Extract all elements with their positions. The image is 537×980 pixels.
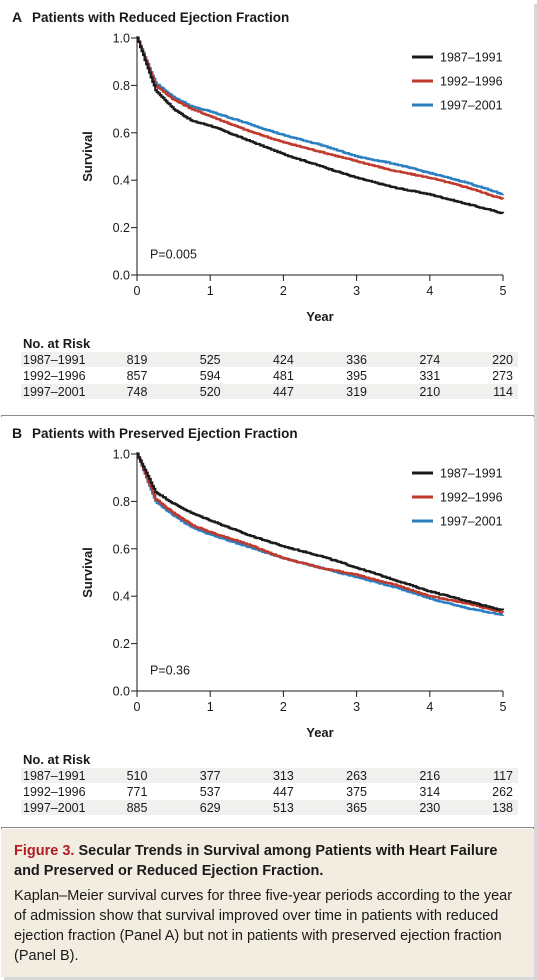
risk-row-stripe [21,384,518,399]
risk-cell: 114 [493,385,513,399]
risk-cell: 629 [199,801,221,815]
x-tick-label: 2 [279,284,287,298]
risk-cell: 313 [272,769,294,783]
panel-title: Patients with Reduced Ejection Fraction [32,10,290,25]
risk-cell: 885 [126,801,148,815]
risk-cell: 594 [199,369,221,383]
legend-label: 1997–2001 [440,514,503,529]
risk-cell: 424 [272,353,294,367]
x-tick-label: 3 [353,284,361,298]
x-tick-label: 0 [133,284,141,298]
y-tick-label: 0.4 [112,589,130,604]
x-tick-label: 4 [426,700,434,714]
risk-row-stripe [21,768,518,783]
risk-row-label: 1997–2001 [23,385,86,399]
y-tick-label: 0.6 [112,126,130,141]
risk-cell: 117 [493,769,513,783]
risk-cell: 537 [199,785,221,799]
y-tick-label: 0.0 [112,684,130,699]
risk-cell: 230 [419,801,441,815]
risk-cell: 138 [492,801,513,815]
y-tick-label: 0.6 [112,542,130,557]
risk-cell: 520 [199,385,221,399]
risk-cell: 336 [346,353,368,367]
x-tick-label: 1 [206,284,214,298]
x-tick-label: 5 [499,700,507,714]
caption-heading [14,841,520,881]
y-tick-label: 0.2 [112,221,130,236]
risk-cell: 510 [126,769,148,783]
legend-label: 1987–1991 [440,50,503,65]
risk-cell: 771 [126,785,148,799]
legend-label: 1992–1996 [440,490,503,505]
risk-cell: 375 [346,785,368,799]
risk-row-stripe [21,352,518,367]
caption-body: Kaplan–Meier survival curves for three five-year periods according to the year of admission show that survival improved over time in patients with reduced ejection fraction (Panel A) but not in patients with preserved ejection fraction (Panel B). [14,888,513,964]
panel-b-chart [1,417,534,828]
risk-cell: 331 [419,369,441,383]
risk-cell: 748 [126,385,148,399]
p-value-annotation: P=0.36 [150,663,190,678]
risk-row-label: 1992–1996 [23,785,86,799]
risk-header: No. at Risk [23,336,91,351]
legend-label: 1987–1991 [440,466,503,481]
caption-title: Secular Trends in Survival among Patients with Heart Failure and Preserved or Reduced Ejection Fraction. [14,843,498,879]
y-tick-label: 0.0 [112,268,130,283]
y-tick-label: 1.0 [112,447,130,462]
y-axis-label: Survival [80,547,95,598]
p-value-annotation: P=0.005 [150,247,197,262]
risk-cell: 262 [492,785,513,799]
x-tick-label: 1 [206,700,214,714]
risk-header: No. at Risk [23,752,91,767]
risk-cell: 319 [346,385,368,399]
y-tick-label: 1.0 [112,31,130,46]
risk-cell: 525 [199,353,221,367]
figure-caption [1,829,534,977]
y-tick-label: 0.8 [112,494,130,509]
panel-letter: B [12,425,23,441]
panel-a-chart [1,1,534,416]
risk-row-stripe [21,800,518,815]
y-tick-label: 0.8 [112,78,130,93]
x-tick-label: 4 [426,284,434,298]
risk-cell: 395 [346,369,368,383]
panel-title: Patients with Preserved Ejection Fraction [32,426,298,441]
y-tick-label: 0.4 [112,173,130,188]
x-axis-label: Year [306,309,334,324]
x-tick-label: 2 [279,700,287,714]
x-tick-label: 0 [133,700,141,714]
panel-a [1,1,534,416]
risk-cell: 274 [419,353,441,367]
panel-b [1,417,534,828]
risk-cell: 481 [272,369,294,383]
risk-cell: 513 [272,801,294,815]
risk-cell: 216 [419,769,441,783]
panel-letter: A [12,9,23,25]
risk-row-label: 1987–1991 [23,353,86,367]
risk-row-label: 1992–1996 [23,369,86,383]
risk-cell: 819 [126,353,148,367]
risk-cell: 210 [419,385,441,399]
x-tick-label: 3 [353,700,361,714]
y-axis-label: Survival [80,131,95,182]
legend-label: 1992–1996 [440,74,503,89]
risk-cell: 220 [492,353,513,367]
x-axis-label: Year [306,725,334,740]
risk-cell: 377 [199,769,221,783]
x-tick-label: 5 [499,284,507,298]
legend-label: 1997–2001 [440,98,503,113]
caption-figure-label: Figure 3. [14,843,75,859]
risk-cell: 273 [492,369,513,383]
risk-cell: 314 [419,785,441,799]
risk-cell: 365 [346,801,368,815]
y-tick-label: 0.2 [112,637,130,652]
risk-cell: 857 [126,369,148,383]
risk-cell: 447 [272,385,294,399]
risk-row-label: 1997–2001 [23,801,86,815]
risk-row-label: 1987–1991 [23,769,86,783]
risk-cell: 447 [272,785,294,799]
risk-cell: 263 [346,769,368,783]
